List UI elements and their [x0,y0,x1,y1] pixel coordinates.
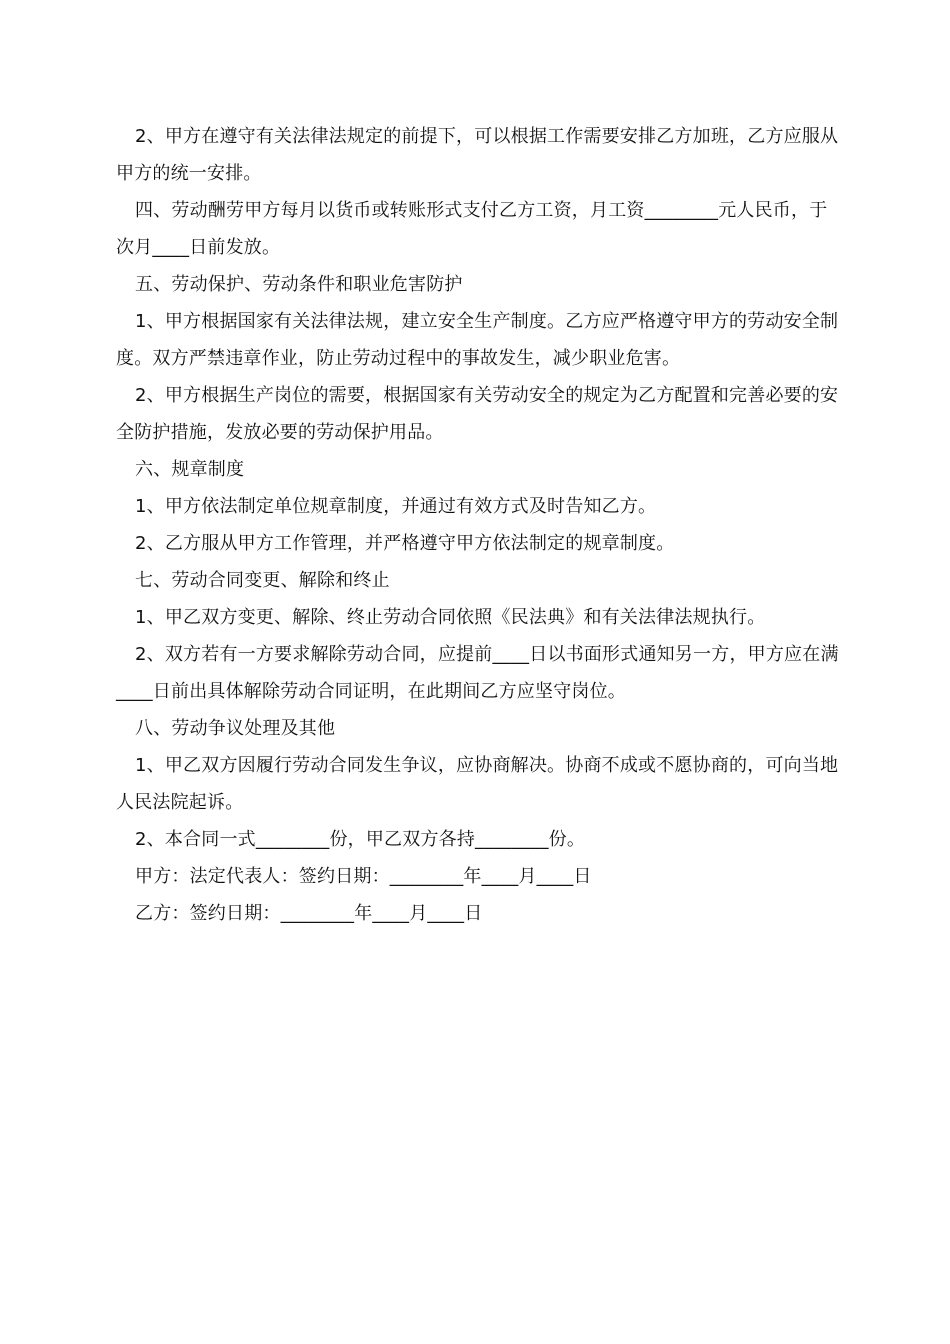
section-heading-labor-protection: 五、劳动保护、劳动条件和职业危害防护 [135,274,463,295]
document-body [116,118,844,932]
paragraph-contract-changes-law: 1、甲乙双方变更、解除、终止劳动合同依照《民法典》和有关法律法规执行。 [135,607,766,628]
paragraph-regulation-notice: 1、甲方依法制定单位规章制度，并通过有效方式及时告知乙方。 [135,496,657,517]
paragraph-remuneration: 四、劳动酬劳甲方每月以货币或转账形式支付乙方工资，月工资________元人民币，于次月____日前发放。 [116,200,828,258]
section-heading-contract-changes: 七、劳动合同变更、解除和终止 [135,570,390,591]
paragraph-overtime: 2、甲方在遵守有关法律法规定的前提下，可以根据工作需要安排乙方加班，乙方应服从甲方的统一安排。 [116,126,839,184]
paragraph-copies: 2、本合同一式________份，甲乙双方各持________份。 [135,829,586,850]
section-heading-disputes: 八、劳动争议处理及其他 [135,718,336,739]
signature-line-party-b: 乙方：签约日期：________年____月____日 [135,903,483,924]
paragraph-protective-equipment: 2、甲方根据生产岗位的需要，根据国家有关劳动安全的规定为乙方配置和完善必要的安全防护措施，发放必要的劳动保护用品。 [116,385,839,443]
paragraph-dispute-resolution: 1、甲乙双方因履行劳动合同发生争议，应协商解决。协商不成或不愿协商的，可向当地人民法院起诉。 [116,755,839,813]
section-heading-regulations: 六、规章制度 [135,459,245,480]
paragraph-regulation-compliance: 2、乙方服从甲方工作管理，并严格遵守甲方依法制定的规章制度。 [135,533,675,554]
paragraph-termination-notice: 2、双方若有一方要求解除劳动合同，应提前____日以书面形式通知另一方，甲方应在满____日前出具体解除劳动合同证明，在此期间乙方应坚守岗位。 [116,644,839,702]
paragraph-safety-system: 1、甲方根据国家有关法律法规，建立安全生产制度。乙方应严格遵守甲方的劳动安全制度。双方严禁违章作业，防止劳动过程中的事故发生，减少职业危害。 [116,311,839,369]
signature-line-party-a: 甲方：法定代表人：签约日期：________年____月____日 [135,866,592,887]
